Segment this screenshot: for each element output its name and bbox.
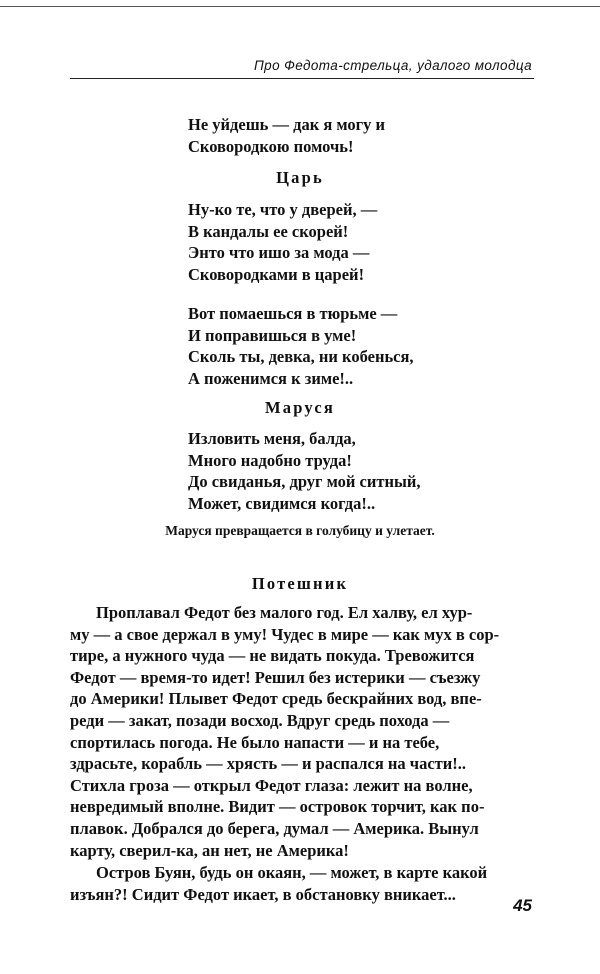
verse-line: Может, свидимся когда!.. [188, 493, 376, 513]
verse-line: Ну-ко те, что у дверей, — [188, 200, 378, 219]
speaker-name-poteshnik: Потешник [251, 574, 349, 593]
speaker-name-tsar: Царь [276, 168, 324, 187]
prose-line: Проплавал Федот без малого год. Ел халву, ел хур- [96, 603, 473, 622]
verse-line: Энто что ишо за мода — [188, 243, 370, 262]
prose-line: реди — закат, позади восход. Вдруг средь похода — [70, 710, 450, 730]
verse-line: Сковородкою помочь! [188, 136, 354, 156]
prose-paragraph-1 [70, 602, 532, 861]
prose-line: плавок. Добрался до берега, думал — Америка. Вынул [70, 818, 479, 838]
prose-line: Стихла гроза — открыл Федот глаза: лежит на волне, [70, 775, 473, 795]
prose-line: изъян?! Сидит Федот икает, в обстановку вникает... [70, 884, 456, 904]
verse-stanza-3 [188, 303, 414, 389]
verse-line: А поженимся к зиме!.. [188, 368, 354, 388]
verse-line: Вот помаешься в тюрьме — [188, 304, 398, 323]
prose-line: Федот — время-то идет! Решил без истерики — съезжу [70, 667, 481, 687]
prose-line: му — а свое держал в уму! Чудес в мире — как мух в сор- [70, 624, 500, 644]
verse-line: В кандалы ее скорей! [188, 221, 349, 241]
prose-line: Остров Буян, будь он окаян, — может, в карте какой [96, 863, 488, 882]
prose-line: карту, сверил-ка, ан нет, не Америка! [70, 840, 349, 860]
stage-direction: Маруся превращается в голубицу и улетает. [165, 523, 435, 538]
prose-line: невредимый вполне. Видит — островок торчит, как по- [70, 797, 485, 817]
running-header: Про Федота-стрельца, удалого молодца [254, 58, 532, 73]
verse-line: Изловить меня, балда, [188, 429, 356, 448]
verse-line: Сковородками в царей! [188, 264, 365, 284]
prose-line: спортилась погода. Не было напасти — и на тебе, [70, 732, 440, 752]
verse-line: Не уйдешь — дак я могу и [188, 115, 386, 134]
verse-line: До свиданья, друг мой ситный, [188, 472, 421, 491]
verse-line: И поправишься в уме! [188, 325, 357, 345]
verse-stanza-4 [188, 428, 421, 514]
verse-stanza-2 [188, 199, 377, 285]
header-rule [70, 78, 534, 79]
verse-line: Много надобно труда! [188, 450, 352, 470]
page-number: 45 [513, 896, 532, 915]
verse-stanza-1 [188, 114, 385, 157]
top-border [0, 6, 600, 7]
prose-line: здрасьте, корабль — хрясть — и распался на части!.. [70, 754, 467, 774]
verse-line: Сколь ты, девка, ни кобенься, [188, 347, 414, 366]
prose-paragraph-2 [70, 862, 532, 905]
prose-line: тире, а нужного чуда — не видать покуда. Тревожится [70, 646, 475, 666]
prose-line: до Америки! Плывет Федот средь бескрайних вод, впе- [70, 689, 482, 709]
speaker-name-marusya: Маруся [265, 398, 335, 417]
